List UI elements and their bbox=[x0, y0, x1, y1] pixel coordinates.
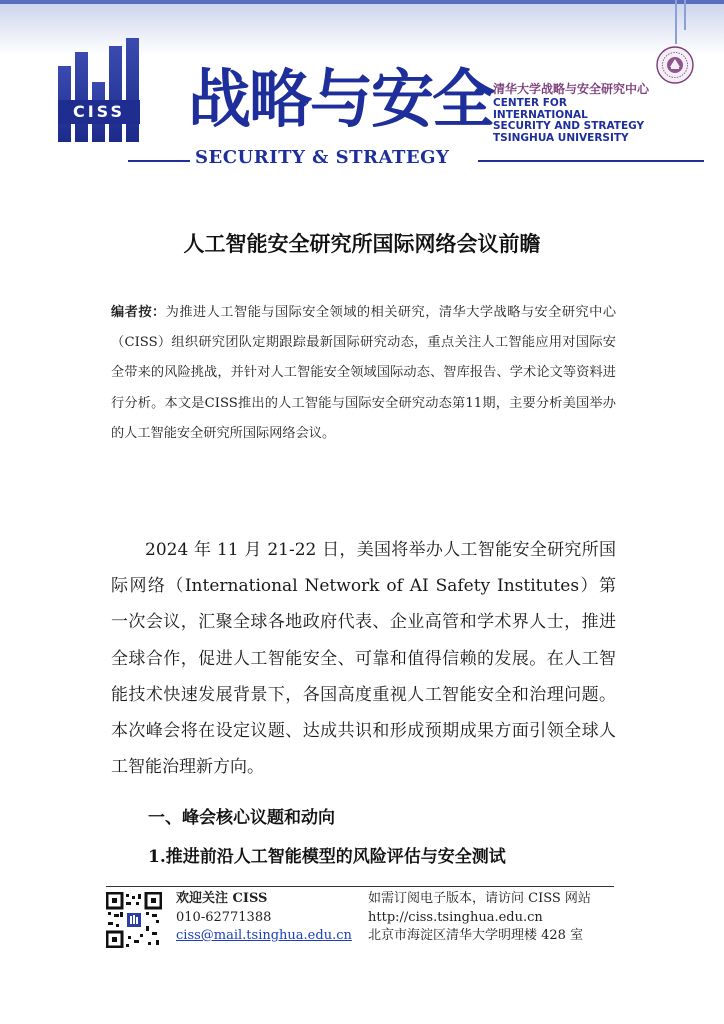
footer-email-link[interactable]: ciss@mail.tsinghua.edu.cn bbox=[176, 928, 352, 943]
institution-name-en: CENTER FOR INTERNATIONAL SECURITY AND STRATEGY TSINGHUA UNIVERSITY bbox=[493, 97, 645, 144]
footer-phone: 010-62771388 bbox=[176, 909, 272, 925]
footer-rule bbox=[106, 886, 614, 887]
header-top-line bbox=[0, 0, 724, 4]
section-heading: 一、峰会核心议题和动向 bbox=[148, 808, 335, 828]
brand-title-cn: 战略与安全 bbox=[188, 63, 493, 136]
brand-rule-left bbox=[128, 160, 190, 162]
footer-subscribe bbox=[368, 890, 591, 946]
subsection-heading: 1.推进前沿人工智能模型的风险评估与安全测试 bbox=[148, 847, 506, 867]
footer-contact bbox=[176, 890, 352, 946]
institution-name-cn: 清华大学战略与安全研究中心 bbox=[493, 82, 650, 96]
header-vertical-line bbox=[684, 0, 686, 30]
footer-address: 北京市海淀区清华大学明理楼 428 室 bbox=[368, 928, 584, 943]
header-vertical-line bbox=[675, 0, 677, 44]
body-paragraph: 2024 年 11 月 21-22 日，美国将举办人工智能安全研究所国际网络（International Network of AI Safety Institutes）第一次会议，汇聚全球各地政府代表、企业高管和学术界人士，推进全球合作，促进人工智能安全、可靠和值得信赖的发展。在人工智能技术快速发展背景下，各国高度重视人工智能安全和治理问题。本次峰会将在设定议题、达成共识和形成预期成果方面引领全球人工智能治理新方向。 bbox=[111, 540, 616, 778]
ciss-logo bbox=[58, 38, 140, 142]
page-title: 人工智能安全研究所国际网络会议前瞻 bbox=[183, 232, 541, 256]
editor-note-text: 为推进人工智能与国际安全领域的相关研究，清华大学战略与安全研究中心（CISS）组织研究团队定期跟踪最新国际研究动态，重点关注人工智能应用对国际安全带来的风险挑战，并针对人工智能安全领域国际动态、智库报告、学术论文等资料进行分析。本文是CISS推出的人工智能与国际安全研究动态第11期，主要分析美国举办的人工智能安全研究所国际网络会议。 bbox=[111, 305, 617, 441]
editor-note-label: 编者按： bbox=[111, 305, 166, 320]
brand-rule-right bbox=[478, 160, 704, 162]
brand-title-en: SECURITY & STRATEGY bbox=[195, 147, 450, 168]
editor-note bbox=[111, 298, 616, 449]
qr-code-icon bbox=[106, 892, 162, 948]
footer-follow: 欢迎关注 CISS bbox=[176, 891, 268, 906]
logo-text: CISS bbox=[72, 102, 126, 121]
footer-visit: 如需订阅电子版本，请访问 CISS 网站 bbox=[368, 891, 591, 906]
tsinghua-seal-icon bbox=[656, 46, 694, 84]
footer-website-link[interactable]: http://ciss.tsinghua.edu.cn bbox=[368, 909, 543, 925]
